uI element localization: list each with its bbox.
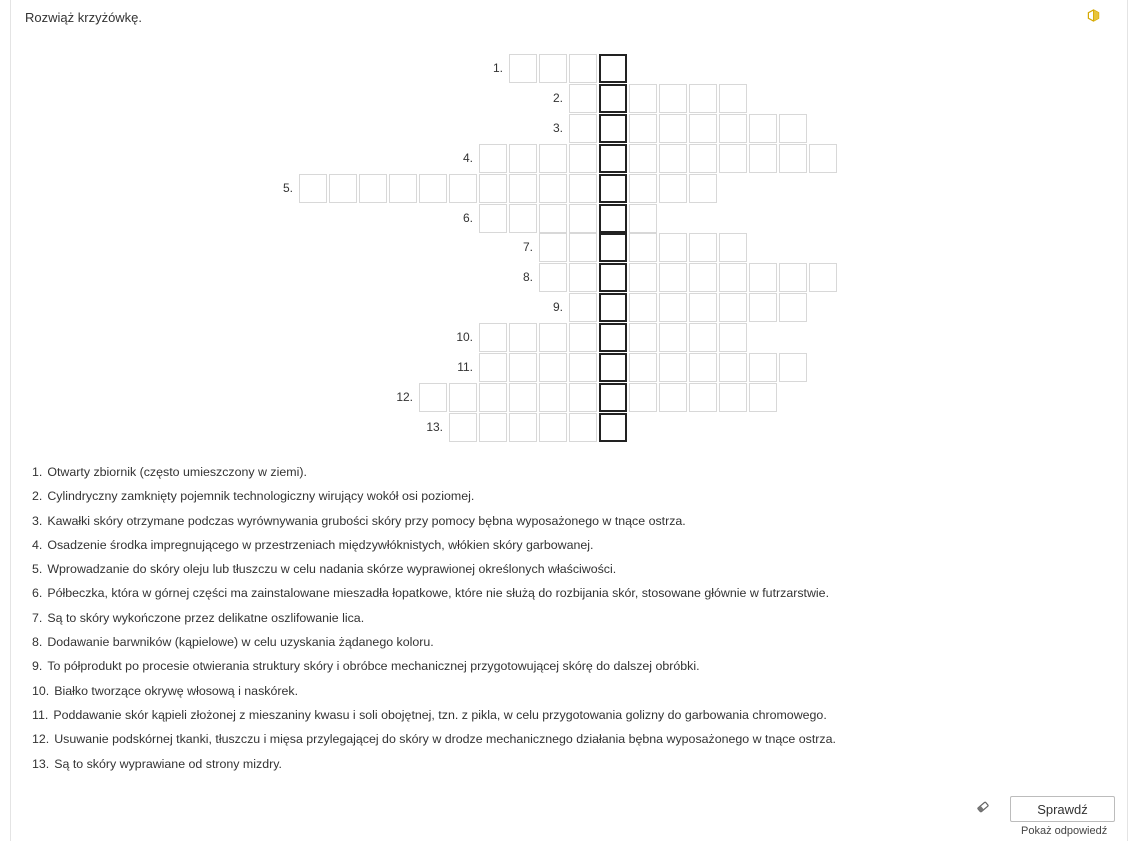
crossword-cell[interactable] [419,383,447,412]
crossword-cell[interactable] [539,233,567,262]
crossword-cell[interactable] [749,383,777,412]
crossword-cell[interactable] [419,174,447,203]
crossword-cell[interactable] [629,204,657,233]
crossword-cell[interactable] [479,413,507,442]
crossword-cell[interactable] [779,263,807,292]
crossword-cell[interactable] [479,144,507,173]
crossword-cell[interactable] [659,263,687,292]
crossword-cell[interactable] [779,144,807,173]
crossword-row-number: 8. [522,270,533,285]
crossword-cell[interactable] [359,174,387,203]
crossword-row-number: 10. [456,330,473,345]
crossword-cell[interactable] [809,263,837,292]
clue-number: 3. [32,513,43,528]
crossword-row-number: 1. [492,61,503,75]
crossword-cell[interactable] [569,54,597,83]
crossword-cell[interactable] [659,353,687,382]
crossword-cell[interactable] [779,293,807,322]
crossword-cell[interactable] [479,204,507,233]
clue-text: Kawałki skóry otrzymane podczas wyrównywania grubości skóry przy pomocy bębna wyposażonego w tnące ostrza. [47,513,686,528]
crossword-cell[interactable] [629,353,657,382]
crossword-cell[interactable] [539,383,567,412]
crossword-cell[interactable] [509,204,537,233]
clue-number: 2. [32,489,43,504]
crossword-cell[interactable] [689,84,717,113]
crossword-cell[interactable] [719,293,747,322]
crossword-cell[interactable] [689,383,717,412]
clue-text: Są to skóry wyprawiane od strony mizdry. [54,756,282,771]
crossword-cell[interactable] [689,114,717,143]
crossword-cell[interactable] [659,233,687,262]
eraser-icon[interactable] [976,800,990,814]
crossword-key-cell[interactable] [599,293,627,322]
crossword-row-number: 3. [552,120,563,135]
crossword-cell[interactable] [809,144,837,173]
clue-item [32,584,836,608]
crossword-cell[interactable] [659,293,687,322]
clue-number: 11. [32,707,49,722]
crossword-key-cell[interactable] [599,84,627,113]
crossword-cell[interactable] [719,144,747,173]
clue-item [32,609,836,633]
crossword-cell[interactable] [569,323,597,352]
crossword-cell[interactable] [719,323,747,352]
crossword-cell[interactable] [329,174,357,203]
clue-item [32,755,836,779]
crossword-cell[interactable] [659,174,687,203]
crossword-cell[interactable] [509,353,537,382]
crossword-cell[interactable] [749,144,777,173]
crossword-cell[interactable] [449,174,477,203]
crossword-cell[interactable] [629,263,657,292]
crossword-cell[interactable] [749,114,777,143]
crossword-cell[interactable] [569,174,597,203]
crossword-cell[interactable] [689,174,717,203]
crossword-key-cell[interactable] [599,174,627,203]
crossword-cell[interactable] [719,84,747,113]
crossword-row-number: 7. [522,240,533,255]
crossword-cell[interactable] [629,174,657,203]
crossword-cell[interactable] [659,323,687,352]
crossword-cell[interactable] [479,323,507,352]
clue-text: Cylindryczny zamknięty pojemnik technologiczny wirujący wokół osi poziomej. [47,489,475,504]
crossword-cell[interactable] [479,353,507,382]
crossword-row-number: 9. [552,300,563,315]
clue-text: Białko tworzące okrywę włosową i naskórek. [54,683,299,698]
clue-item [32,730,836,754]
crossword-cell[interactable] [479,174,507,203]
clue-number: 12. [32,732,50,747]
crossword-cell[interactable] [539,144,567,173]
crossword-cell[interactable] [569,293,597,322]
crossword-row-number: 4. [462,150,473,165]
crossword-cell[interactable] [629,293,657,322]
crossword-cell[interactable] [719,263,747,292]
crossword-cell[interactable] [629,84,657,113]
clue-item [32,512,836,536]
crossword-cell[interactable] [749,293,777,322]
crossword-key-cell[interactable] [599,233,627,262]
crossword-cell[interactable] [719,353,747,382]
crossword-cell[interactable] [779,353,807,382]
crossword-cell[interactable] [509,413,537,442]
crossword-row-number: 11. [457,360,473,374]
crossword-cell[interactable] [479,383,507,412]
clue-text: Osadzenie środka impregnującego w przestrzeniach międzywłóknistych, włókien skóry garbowanej. [47,537,594,552]
clue-number: 1. [32,465,43,479]
clue-number: 4. [32,537,43,552]
crossword-key-cell[interactable] [599,144,627,173]
crossword-cell[interactable] [629,114,657,143]
clue-item [32,487,836,511]
clue-text: Poddawanie skór kąpieli złożonej z mieszaniny kwasu i soli obojętnej, tzn. z pikla, w celu przygotowania golizny do garbowania chromowego. [53,707,827,722]
crossword-cell[interactable] [539,263,567,292]
clue-list [32,463,836,779]
clue-item [32,682,836,706]
clue-text: Wprowadzanie do skóry oleju lub tłuszczu w celu nadania skórze wyprawionej określonych właściwości. [47,562,617,577]
clue-number: 10. [32,683,50,698]
crossword-cell[interactable] [539,413,567,442]
crossword-row-number: 5. [282,180,293,195]
crossword-cell[interactable] [569,84,597,113]
crossword-cell[interactable] [539,323,567,352]
crossword-cell[interactable] [659,144,687,173]
crossword-cell[interactable] [569,204,597,233]
crossword-cell[interactable] [299,174,327,203]
crossword-cell[interactable] [539,204,567,233]
crossword-cell[interactable] [719,383,747,412]
crossword-cell[interactable] [689,263,717,292]
crossword-cell[interactable] [689,233,717,262]
crossword-row-number: 12. [396,389,413,404]
clue-text: Usuwanie podskórnej tkanki, tłuszczu i mięsa przylegającej do skóry w drodze mechanicznego działania bębna wyposażonego w tnące ostrza. [54,732,836,747]
crossword-cell[interactable] [629,233,657,262]
clue-text: Dodawanie barwników (kąpielowe) w celu uzyskania żądanego koloru. [47,635,434,650]
clue-text: To półprodukt po procesie otwierania struktury skóry i obróbce mechanicznej przygotowującej skórę do dalszej obróbki. [47,659,700,674]
clue-item [32,560,836,584]
crossword-row-number: 13. [426,419,443,434]
crossword-key-cell[interactable] [599,114,627,143]
crossword-cell[interactable] [689,144,717,173]
crossword-row-number: 6. [462,210,473,225]
clue-number: 7. [32,610,43,625]
crossword-row-number: 2. [552,90,563,105]
crossword-key-cell[interactable] [599,353,627,382]
crossword-cell[interactable] [569,383,597,412]
crossword-cell[interactable] [569,114,597,143]
crossword-key-cell[interactable] [599,204,627,233]
crossword-cell[interactable] [569,413,597,442]
clue-item [32,633,836,657]
crossword-cell[interactable] [509,174,537,203]
check-button[interactable]: Sprawdź [1010,796,1115,822]
clue-item [32,657,836,681]
crossword-cell[interactable] [569,233,597,262]
instruction-text: Rozwiąż krzyżówkę. [25,10,143,25]
crossword-cell[interactable] [539,353,567,382]
clue-text: Są to skóry wykończone przez delikatne oszlifowanie lica. [47,610,365,625]
clue-item [32,463,836,487]
clue-item [32,536,836,560]
clue-text: Otwarty zbiornik (często umieszczony w ziemi). [47,465,307,479]
crossword-cell[interactable] [629,323,657,352]
crossword-key-cell[interactable] [599,413,627,442]
show-answer-link[interactable]: Pokaż odpowiedź [1021,825,1108,837]
clue-item [32,706,836,730]
crossword-key-cell[interactable] [599,263,627,292]
crossword-cell[interactable] [539,54,567,83]
crossword-cell[interactable] [689,293,717,322]
crossword-cell[interactable] [719,114,747,143]
crossword-cell[interactable] [509,54,537,83]
crossword-cell[interactable] [509,144,537,173]
crossword-cell[interactable] [749,263,777,292]
crossword-cell[interactable] [389,174,417,203]
crossword-cell[interactable] [749,353,777,382]
crossword-cell[interactable] [539,174,567,203]
crossword-cell[interactable] [689,353,717,382]
crossword-cell[interactable] [659,383,687,412]
crossword-cell[interactable] [509,383,537,412]
clue-number: 6. [32,586,43,601]
crossword-cell[interactable] [449,383,477,412]
crossword-key-cell[interactable] [599,323,627,352]
crossword-cell[interactable] [689,323,717,352]
clue-number: 5. [32,562,43,577]
crossword-cell[interactable] [659,84,687,113]
crossword-cell[interactable] [449,413,477,442]
crossword-cell[interactable] [629,383,657,412]
clue-number: 9. [32,659,43,674]
clue-text: Półbeczka, która w górnej części ma zainstalowane mieszadła łopatkowe, które nie służą do rozbijania skór, stosowane głównie w futrzarstwie. [47,586,830,601]
crossword-cell[interactable] [719,233,747,262]
crossword-cell[interactable] [569,144,597,173]
crossword-cell[interactable] [659,114,687,143]
clue-number: 8. [32,635,43,650]
crossword-cell[interactable] [569,263,597,292]
crossword-cell[interactable] [629,144,657,173]
clue-number: 13. [32,756,50,771]
crossword-cell[interactable] [509,323,537,352]
crossword-cell[interactable] [779,114,807,143]
crossword-key-cell[interactable] [599,54,627,83]
crossword-key-cell[interactable] [599,383,627,412]
crossword-cell[interactable] [569,353,597,382]
